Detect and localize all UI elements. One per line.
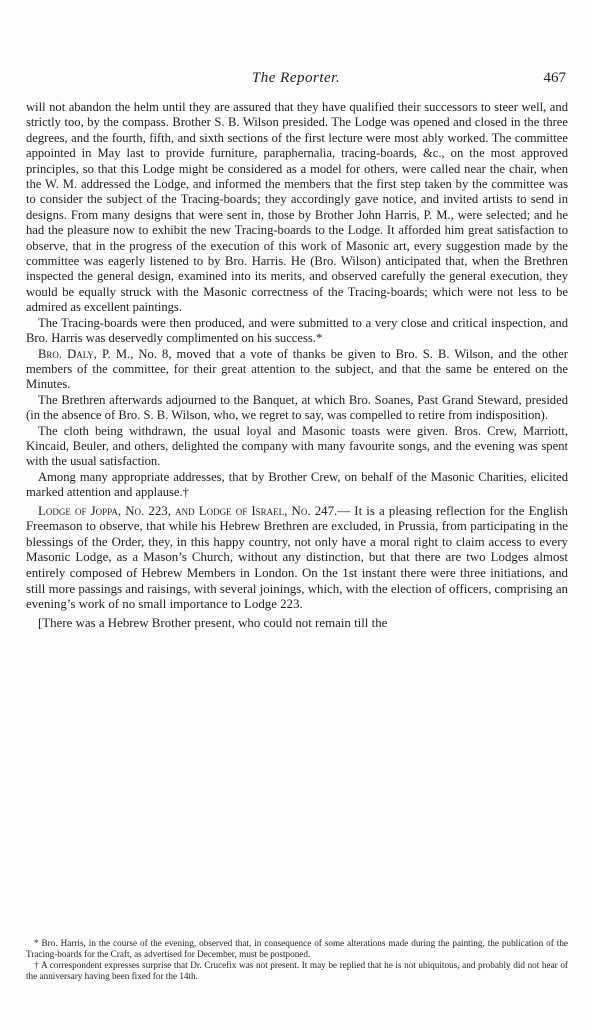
paragraph-lodge-joppa: [26, 504, 568, 613]
section-heading: Lodge of Joppa, No. 223, and Lodge of Israel, No. 247.—: [38, 503, 351, 518]
paragraph-hebrew-brother: [There was a Hebrew Brother present, who could not remain till the: [38, 615, 388, 630]
body-text: [26, 100, 568, 631]
paragraph-toasts: The cloth being withdrawn, the usual loyal and Masonic toasts were given. Bros. Crew, Marriott, Kincaid, Beuler, and others, delighted the company with many favourite songs, and the evening was spent with the usual satisfaction.: [26, 423, 568, 469]
paragraph-banquet: The Brethren afterwards adjourned to the Banquet, at which Bro. Soanes, Past Grand Steward, presided (in the absence of Bro. S. B. Wilson, who, we regret to say, was compelled to retire from indisposition).: [26, 392, 568, 423]
paragraph-inspection: The Tracing-boards were then produced, and were submitted to a very close and critical inspection, and Bro. Harris was deservedly complimented on his success.*: [26, 315, 568, 346]
page-number: 467: [543, 70, 566, 86]
footnote-dagger: † A correspondent expresses surprise that Dr. Crucefix was not present. It may be replied that he is not ubiquitous, and probably did not hear of the anniversary having been fixed for the 14th.: [26, 960, 568, 981]
footnote-star: * Bro. Harris, in the course of the evening, observed that, in consequence of some alterations made during the painting, the publication of the Tracing-boards for the Craft, as advertised for December, must be postponed.: [26, 938, 568, 959]
running-title: The Reporter.: [251, 70, 341, 86]
paragraph-lodge-text: It is a pleasing reflection for the English Freemason to observe, that while his Hebrew Brethren are excluded, in Prussia, from participating in the blessings of the Order, they, in this happy country, not only have a moral right to claim access to every Masonic Lodge, as a Mason’s Church, without any distinction, but that there are two Lodges almost entirely composed of Hebrew Members in London. On the 1st instant there were three initiations, and still more passings and raisings, with several joinings, which, with the election of officers, comprising an evening’s work of no small importance to Lodge 223.: [26, 503, 568, 612]
paragraph-tracing-boards: will not abandon the helm until they are assured that they have qualified their successors to steer well, and strictly too, by the compass. Brother S. B. Wilson presided. The Lodge was opened and closed in the three degrees, and the fourth, fifth, and sixth sections of the first lecture were most ably worked. The committee appointed in May last to provide furniture, paraphernalia, tracing-boards, &c., on the most approved principles, so that this Lodge might be considered as a model for others, were called near the chair, when the W. M. addressed the Lodge, and informed the members that the first step taken by the committee was to consider the subject of the Tracing-boards; they accordingly gave notice, and invited artists to send in designs. From many designs that were sent in, those by Brother John Harris, P. M., were selected; and he had the pleasure now to exhibit the new Tracing-boards to the Lodge. It afforded him great satisfaction to observe, that in the progress of the execution of this work of Masonic art, every suggestion made by the committee was eagerly listened to by Bro. Harris. He (Bro. Wilson) anticipated that, when the Brethren inspected the general design, examined into its merits, and observed carefully the general execution, they would be equally struck with the Masonic correctness of the Tracing-boards; which were not less to be admired as excellent paintings.: [26, 100, 568, 315]
paragraph-vote-text: P. M., No. 8, moved that a vote of thanks be given to Bro. S. B. Wilson, and the other members of the committee, for their great attention to the subject, and that the same be entered on the Minutes.: [26, 346, 568, 392]
paragraph-vote-of-thanks: [26, 347, 568, 393]
paragraph-addresses: Among many appropriate addresses, that by Brother Crew, on behalf of the Masonic Charities, elicited marked attention and applause.†: [26, 469, 568, 500]
page-header: [26, 70, 566, 90]
speaker-name: Bro. Daly,: [38, 346, 97, 361]
footnotes: [26, 938, 568, 982]
